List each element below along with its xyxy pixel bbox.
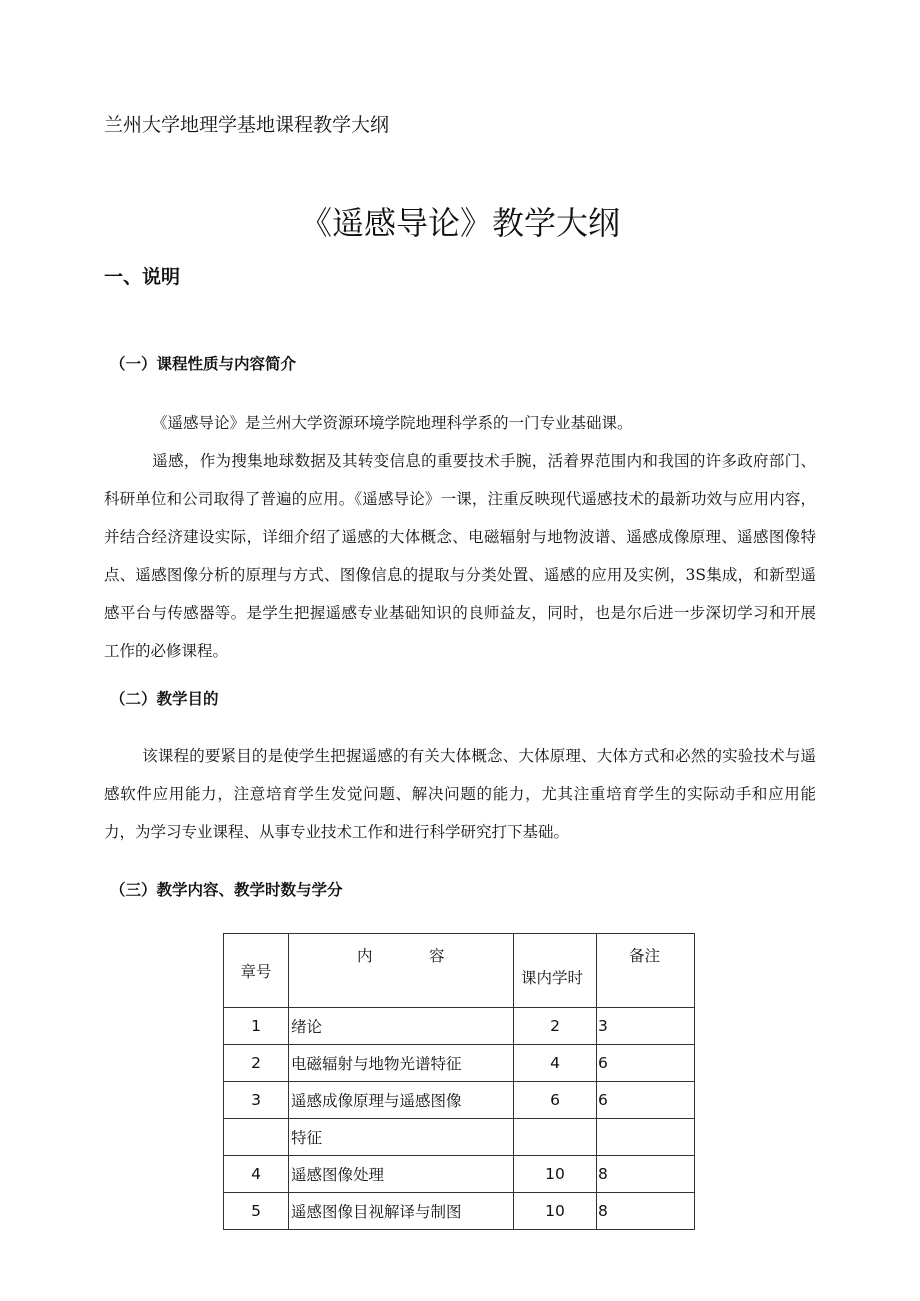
- cell-hours: 2: [514, 1008, 597, 1045]
- paragraph-remote-sensing-overview-text: 遥感，作为搜集地球数据及其转变信息的重要技术手腕，活着界范围内和我国的许多政府部门、科研单位和公司取得了普遍的应用。《遥感导论》一课，注重反映现代遥感技术的最新功效与应用内容，并结合经济建设实际，详细介绍了遥感的大体概念、电磁辐射与地物波谱、遥感成像原理、遥感图像特点、遥感图像分析的原理与方式、图像信息的提取与分类处置、遥感的应用及实例，3S集成，和新型遥感平台与传感器等。是学生把握遥感专业基础知识的良师益友，同时，也是尔后进一步深切学习和开展工作的必修课程。: [104, 452, 816, 660]
- paragraph-course-intro-text: 《遥感导论》是兰州大学资源环境学院地理科学系的一门专业基础课。: [152, 414, 633, 432]
- cell-content: 电磁辐射与地物光谱特征: [289, 1045, 514, 1082]
- cell-hours: 6: [514, 1082, 597, 1119]
- cell-note: [597, 1119, 695, 1156]
- cell-chapter: 2: [224, 1045, 289, 1082]
- cell-hours: 10: [514, 1193, 597, 1230]
- table-row: [224, 1008, 695, 1045]
- cell-hours: 10: [514, 1156, 597, 1193]
- subsection-heading-course-nature: （一）课程性质与内容简介: [110, 355, 297, 373]
- cell-chapter: 4: [224, 1156, 289, 1193]
- cell-content: 遥感图像目视解译与制图: [289, 1193, 514, 1230]
- header-hours: [514, 934, 597, 1008]
- cell-chapter: 3: [224, 1082, 289, 1119]
- page-bottom-margin: [0, 1230, 920, 1301]
- section-heading-explanation: 一、说明: [104, 266, 181, 288]
- document-header: 兰州大学地理学基地课程教学大纲: [104, 114, 390, 136]
- cell-hours: 4: [514, 1045, 597, 1082]
- paragraph-teaching-purpose: [104, 737, 816, 851]
- table-row: [224, 1156, 695, 1193]
- table-row: [224, 1119, 695, 1156]
- document-title: 《遥感导论》教学大纲: [299, 204, 620, 242]
- header-note-label: 备注: [629, 947, 661, 965]
- cell-note: 8: [597, 1156, 695, 1193]
- course-schedule-table: [223, 933, 695, 1230]
- header-chapter: [224, 934, 289, 1008]
- table-header-row: [224, 934, 695, 1008]
- cell-note: 8: [597, 1193, 695, 1230]
- cell-chapter: [224, 1119, 289, 1156]
- header-content: [289, 934, 514, 1008]
- paragraph-teaching-purpose-text: 该课程的要紧目的是使学生把握遥感的有关大体概念、大体原理、大体方式和必然的实验技术与遥感软件应用能力，注意培育学生发觉问题、解决问题的能力，尤其注重培育学生的实际动手和应用能力，为学习专业课程、从事专业技术工作和进行科学研究打下基础。: [104, 747, 816, 841]
- header-content-label-right: 容: [429, 947, 445, 965]
- cell-note: 3: [597, 1008, 695, 1045]
- cell-chapter: 1: [224, 1008, 289, 1045]
- header-hours-label: 课内学时: [521, 969, 584, 987]
- header-content-label-left: 内: [357, 947, 373, 965]
- cell-chapter: 5: [224, 1193, 289, 1230]
- header-note: [597, 934, 695, 1008]
- paragraph-remote-sensing-overview: [104, 442, 816, 670]
- cell-note: 6: [597, 1082, 695, 1119]
- subsection-heading-teaching-purpose: （二）教学目的: [110, 690, 219, 708]
- table-row: [224, 1082, 695, 1119]
- cell-content: 遥感图像处理: [289, 1156, 514, 1193]
- table-row: [224, 1045, 695, 1082]
- cell-content: 绪论: [289, 1008, 514, 1045]
- cell-content: 遥感成像原理与遥感图像: [289, 1082, 514, 1119]
- table-row: [224, 1193, 695, 1230]
- paragraph-course-intro: [104, 404, 816, 442]
- subsection-heading-teaching-content: （三）教学内容、教学时数与学分: [110, 881, 343, 899]
- cell-hours: [514, 1119, 597, 1156]
- cell-note: 6: [597, 1045, 695, 1082]
- cell-content: 特征: [289, 1119, 514, 1156]
- header-chapter-label: 章号: [240, 962, 272, 981]
